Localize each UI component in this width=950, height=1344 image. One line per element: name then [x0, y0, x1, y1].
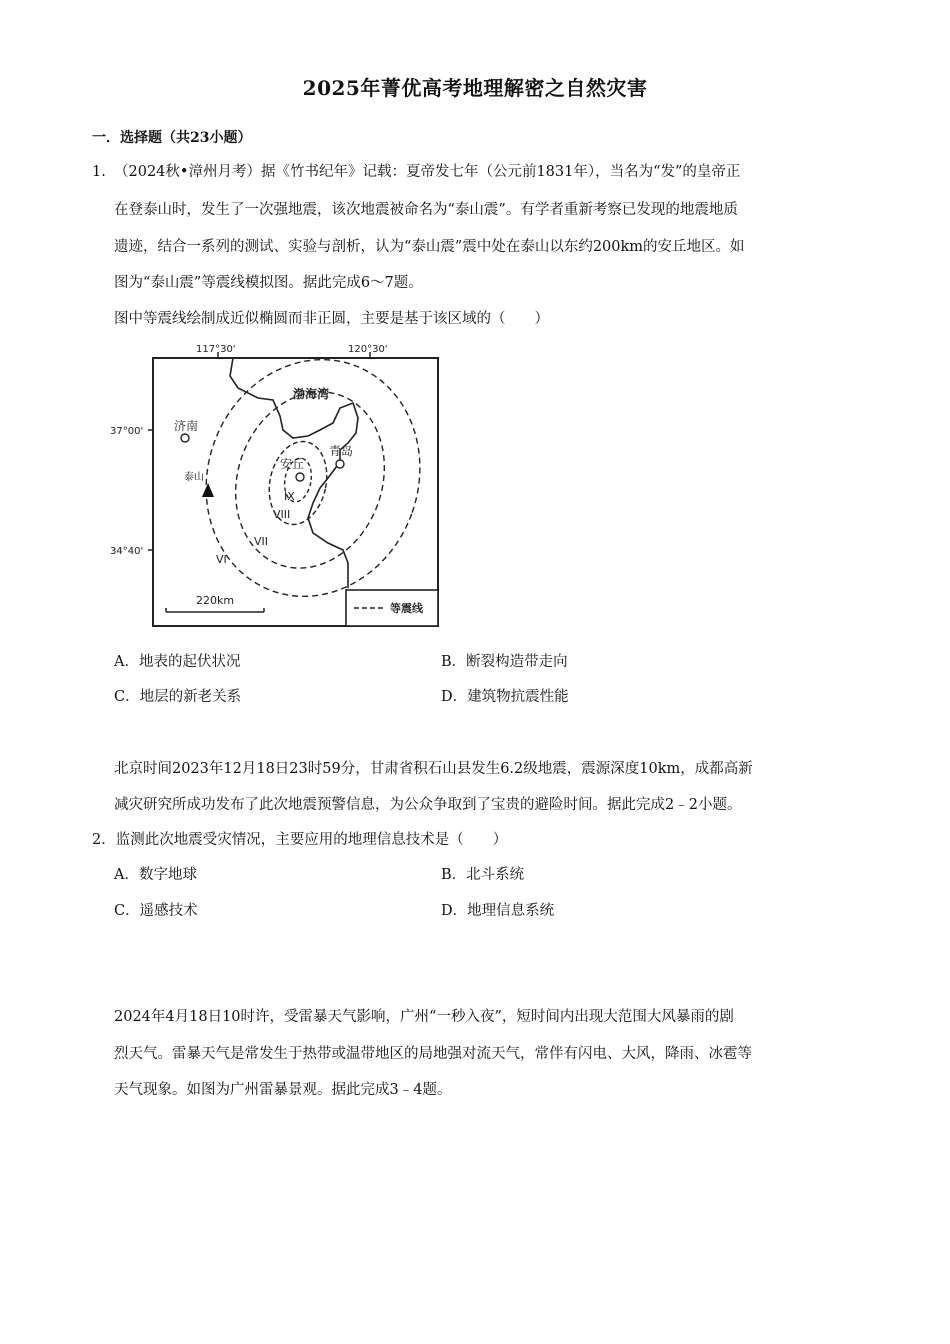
passage3-line-2: 烈天气。雷暴天气是常发生于热带或温带地区的局地强对流天气，常伴有闪电、大风，降雨、冰雹等 [114, 1046, 752, 1062]
lon-label-right: 120°30' [348, 344, 388, 355]
legend-label: 等震线 [390, 602, 423, 615]
lat-label-bottom: 34°40' [110, 546, 144, 557]
anqiu-marker [296, 473, 304, 481]
q1-stem: 图中等震线绘制成近似椭圆而非正圆，主要是基于该区域的（ ） [114, 311, 549, 327]
passage3-line-1: 2024年4月18日10时许，受雷暴天气影响，广州“一秒入夜”，短时间内出现大范围大风暴雨的剧 [114, 1009, 734, 1025]
jinan-marker [181, 434, 189, 442]
page-title: 2025年菁优高考地理解密之自然灾害 [302, 76, 648, 100]
lat-label-top: 37°00' [110, 426, 144, 437]
q2-stem: 2．监测此次地震受灾情况，主要应用的地理信息技术是（ ） [92, 832, 508, 848]
q1-intro-line-2: 在登泰山时，发生了一次强地震，该次地震被命名为“泰山震”。有学者重新考察已发现的地震地质 [114, 202, 738, 218]
q1-option-a[interactable]: A．地表的起伏状况 [114, 654, 241, 670]
intensity-vii-label: VII [254, 535, 269, 548]
question-number: 1. [92, 164, 106, 180]
anqiu-label: 安丘 [280, 457, 305, 471]
passage2-line-1: 北京时间2023年12月18日23时59分，甘肃省积石山县发生6.2级地震，震源深度10km，成都高新 [114, 761, 753, 777]
section-heading: 一．选择题（共23小题） [92, 130, 252, 146]
intensity-vi-label: VI [216, 553, 227, 566]
passage2-line-2: 减灾研究所成功发布了此次地震预警信息，为公众争取到了宝贵的避险时间。据此完成2﹣2小题。 [114, 797, 742, 813]
q1-intro-line-1: （2024秋•漳州月考）据《竹书纪年》记载：夏帝发七年（公元前1831年），当名为“发”的皇帝正 [114, 164, 741, 180]
q1-intro-line-4: 图为“泰山震”等震线模拟图。据此完成6～7题。 [114, 275, 423, 291]
q2-option-c[interactable]: C．遥感技术 [114, 903, 198, 919]
q1-option-c[interactable]: C．地层的新老关系 [114, 689, 242, 705]
lon-label-left: 117°30' [196, 344, 236, 355]
q1-option-b[interactable]: B．断裂构造带走向 [441, 654, 568, 670]
passage3-line-3: 天气现象。如图为广州雷暴景观。据此完成3﹣4题。 [114, 1082, 452, 1098]
qingdao-label: 青岛 [329, 444, 354, 458]
q2-option-a[interactable]: A．数字地球 [114, 867, 197, 883]
q2-option-d[interactable]: D．地理信息系统 [441, 903, 555, 919]
q2-option-b[interactable]: B．北斗系统 [441, 867, 525, 883]
taishan-mountain-icon [202, 483, 214, 497]
taishan-label: 泰山 [184, 472, 204, 483]
q1-intro-line-3: 遗迹，结合一系列的测试、实验与剖析，认为“泰山震”震中处在泰山以东约200km的安丘地区。如 [114, 239, 745, 255]
isoseismal-map [108, 338, 448, 632]
intensity-viii-label: VIII [273, 508, 291, 521]
scale-label: 220km [196, 594, 235, 607]
isoseismal-vii [212, 371, 409, 589]
bay-label: 渤海湾 [293, 387, 330, 401]
jinan-label: 济南 [174, 419, 199, 433]
qingdao-marker [336, 460, 344, 468]
q1-option-d[interactable]: D．建筑物抗震性能 [441, 689, 569, 705]
intensity-ix-label: IX [284, 490, 295, 503]
